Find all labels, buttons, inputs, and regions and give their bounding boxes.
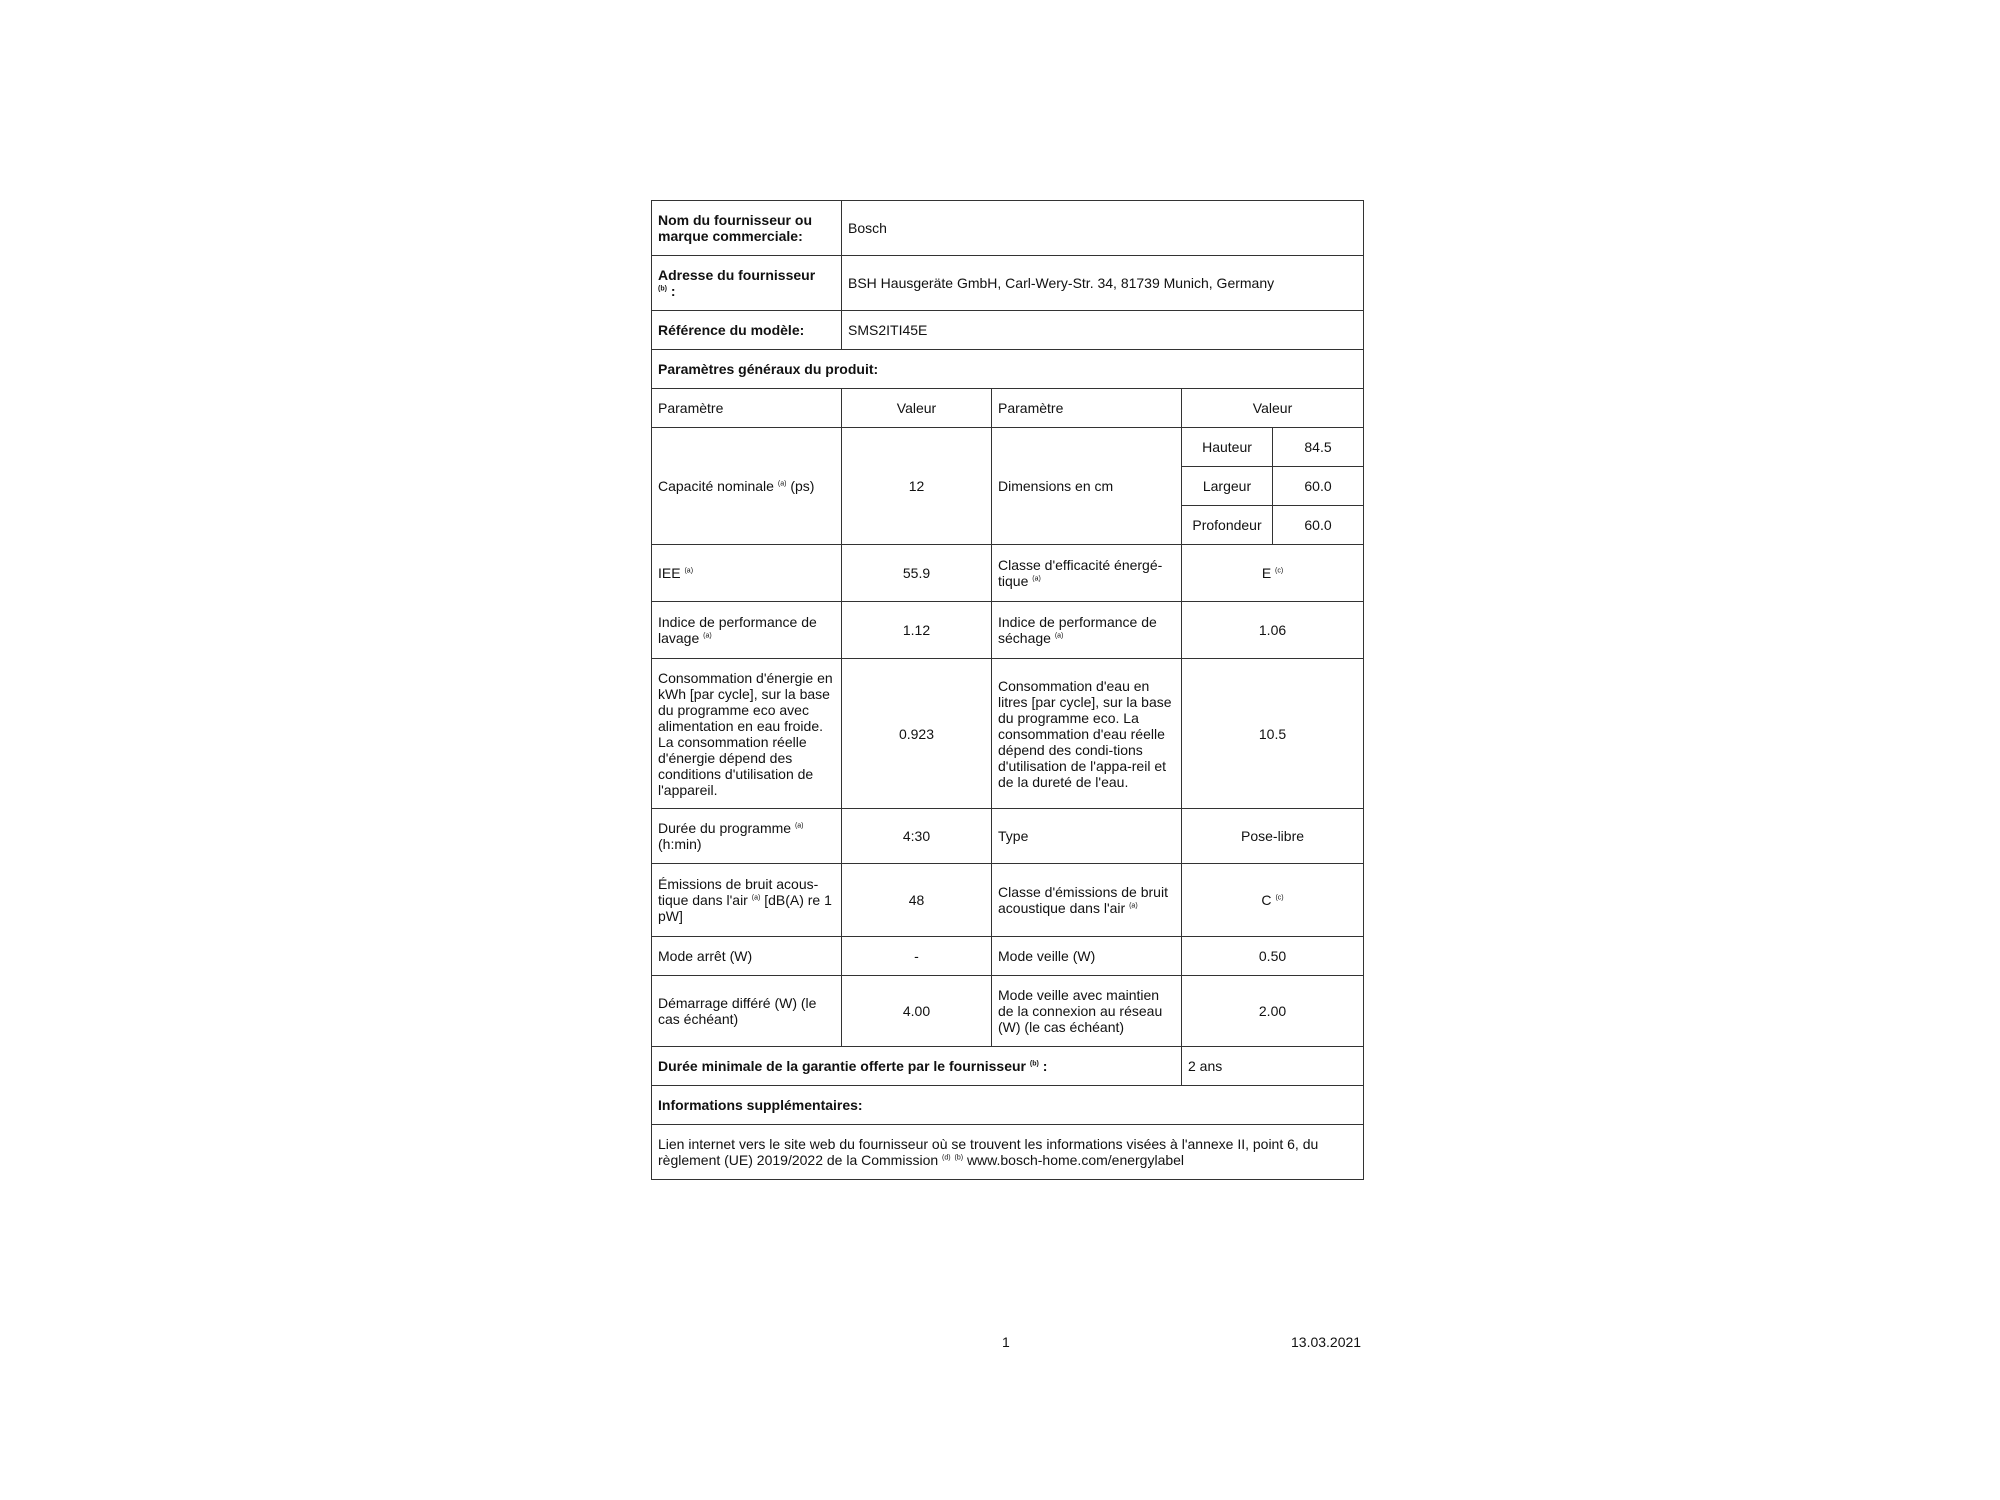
performance-row	[652, 602, 1364, 659]
noise-note: (a)	[751, 894, 761, 902]
networked-standby-label: Mode veille avec maintien de la connexion au réseau (W) (le cas échéant)	[992, 976, 1182, 1047]
noise-row	[652, 864, 1364, 937]
off-mode-value: -	[842, 937, 992, 976]
height-value: 84.5	[1273, 428, 1364, 467]
duration-label: Durée du programme	[658, 820, 792, 836]
document-date: 13.03.2021	[1291, 1334, 1362, 1350]
noise-class-label: Classe d'émissions de bruit acoustique dans l'air	[998, 884, 1168, 916]
duration-value: 4:30	[842, 809, 992, 864]
water-consumption-value: 10.5	[1182, 659, 1364, 809]
dry-perf-label-cell	[992, 602, 1182, 659]
value-header-1: Valeur	[842, 389, 992, 428]
noise-class-note: (a)	[1129, 902, 1138, 910]
noise-label: Émissions de bruit acous-tique dans l'air	[658, 876, 819, 908]
energy-class-value-cell	[1182, 545, 1364, 602]
additional-header-row	[652, 1086, 1364, 1125]
address-label: Adresse du fournisseur	[658, 267, 816, 283]
model-value: SMS2ITI45E	[842, 311, 1364, 350]
noise-label-cell	[652, 864, 842, 937]
product-information-sheet	[651, 200, 1364, 1180]
duration-row	[652, 809, 1364, 864]
delay-start-row	[652, 976, 1364, 1047]
energy-class-value-note: (c)	[1275, 567, 1284, 575]
power-mode-row	[652, 937, 1364, 976]
warranty-row	[652, 1047, 1364, 1086]
type-label: Type	[992, 809, 1182, 864]
iee-value: 55.9	[842, 545, 992, 602]
noise-class-value: C	[1261, 892, 1272, 908]
weblink-url[interactable]: www.bosch-home.com/energylabel	[966, 1152, 1185, 1168]
duration-note: (a)	[794, 822, 804, 830]
off-mode-label: Mode arrêt (W)	[652, 937, 842, 976]
energy-consumption-label: Consommation d'énergie en kWh [par cycle], sur la base du programme eco avec alimentation en eau froide. La consommation réelle d'énergie dépend des conditions d'utilisation de l'appareil.	[652, 659, 842, 809]
weblink-cell	[652, 1125, 1364, 1180]
column-header-row	[652, 389, 1364, 428]
value-header-2: Valeur	[1182, 389, 1364, 428]
address-row	[652, 256, 1364, 311]
depth-value: 60.0	[1273, 506, 1364, 545]
iee-label-cell	[652, 545, 842, 602]
duration-unit: (h:min)	[658, 836, 702, 852]
general-header-row	[652, 350, 1364, 389]
capacity-value: 12	[842, 428, 992, 545]
standby-value: 0.50	[1182, 937, 1364, 976]
water-consumption-label: Consommation d'eau en litres [par cycle], sur la base du programme eco. La consommation d'eau réelle dépend des condi-tions d'utilisation de l'appa-reil et de la dureté de l'eau.	[992, 659, 1182, 809]
noise-class-value-cell	[1182, 864, 1364, 937]
iee-row	[652, 545, 1364, 602]
noise-class-value-note: (c)	[1275, 894, 1284, 902]
supplier-label: Nom du fournisseur ou marque commerciale:	[652, 201, 842, 256]
param-header-2: Paramètre	[992, 389, 1182, 428]
iee-note: (a)	[684, 567, 694, 575]
iee-label: IEE	[658, 565, 681, 581]
supplier-value: Bosch	[842, 201, 1364, 256]
page-number: 1	[1002, 1334, 1010, 1350]
networked-standby-value: 2.00	[1182, 976, 1364, 1047]
energy-class-label-cell	[992, 545, 1182, 602]
width-value: 60.0	[1273, 467, 1364, 506]
width-label: Largeur	[1182, 467, 1273, 506]
warranty-label-cell	[652, 1047, 1182, 1086]
noise-value: 48	[842, 864, 992, 937]
wash-perf-value: 1.12	[842, 602, 992, 659]
supplier-row	[652, 201, 1364, 256]
warranty-value: 2 ans	[1182, 1047, 1364, 1086]
delay-start-value: 4.00	[842, 976, 992, 1047]
address-label-cell	[652, 256, 842, 311]
energy-class-label: Classe d'efficacité énergé-tique	[998, 557, 1163, 589]
wash-perf-label: Indice de performance de lavage	[658, 614, 817, 646]
model-label: Référence du modèle:	[652, 311, 842, 350]
warranty-note: (b)	[1029, 1060, 1039, 1068]
general-header: Paramètres généraux du produit:	[652, 350, 1364, 389]
energy-class-note: (a)	[1032, 575, 1041, 583]
type-value: Pose-libre	[1182, 809, 1364, 864]
energy-class-value: E	[1261, 565, 1272, 581]
weblink-note-1: (d)	[942, 1154, 951, 1162]
capacity-label: Capacité nominale	[658, 478, 774, 494]
capacity-note: (a)	[777, 480, 787, 488]
model-row	[652, 311, 1364, 350]
dry-perf-label: Indice de performance de séchage	[998, 614, 1157, 646]
param-header-1: Paramètre	[652, 389, 842, 428]
wash-perf-note: (a)	[703, 632, 712, 640]
address-colon: :	[670, 283, 676, 299]
energy-consumption-value: 0.923	[842, 659, 992, 809]
standby-label: Mode veille (W)	[992, 937, 1182, 976]
capacity-unit: (ps)	[790, 478, 815, 494]
noise-unit: [dB(A) re 1 pW]	[658, 892, 832, 924]
warranty-label: Durée minimale de la garantie offerte par le fournisseur	[658, 1058, 1026, 1074]
dry-perf-value: 1.06	[1182, 602, 1364, 659]
weblink-note-2: (b)	[954, 1154, 964, 1162]
capacity-row	[652, 428, 1364, 467]
address-value: BSH Hausgeräte GmbH, Carl-Wery-Str. 34, 81739 Munich, Germany	[842, 256, 1364, 311]
address-note: (b)	[658, 285, 667, 293]
capacity-label-cell	[652, 428, 842, 545]
additional-header: Informations supplémentaires:	[652, 1086, 1364, 1125]
consumption-row	[652, 659, 1364, 809]
delay-start-label: Démarrage différé (W) (le cas échéant)	[652, 976, 842, 1047]
warranty-colon: :	[1042, 1058, 1048, 1074]
depth-label: Profondeur	[1182, 506, 1273, 545]
weblink-text: Lien internet vers le site web du fournisseur où se trouvent les informations visées à l'annexe II, point 6, du règlement (UE) 2019/2022 de la Commission	[658, 1136, 1319, 1168]
weblink-row	[652, 1125, 1364, 1180]
height-label: Hauteur	[1182, 428, 1273, 467]
dimensions-label: Dimensions en cm	[992, 428, 1182, 545]
noise-class-label-cell	[992, 864, 1182, 937]
wash-perf-label-cell	[652, 602, 842, 659]
duration-label-cell	[652, 809, 842, 864]
dry-perf-note: (a)	[1054, 632, 1064, 640]
